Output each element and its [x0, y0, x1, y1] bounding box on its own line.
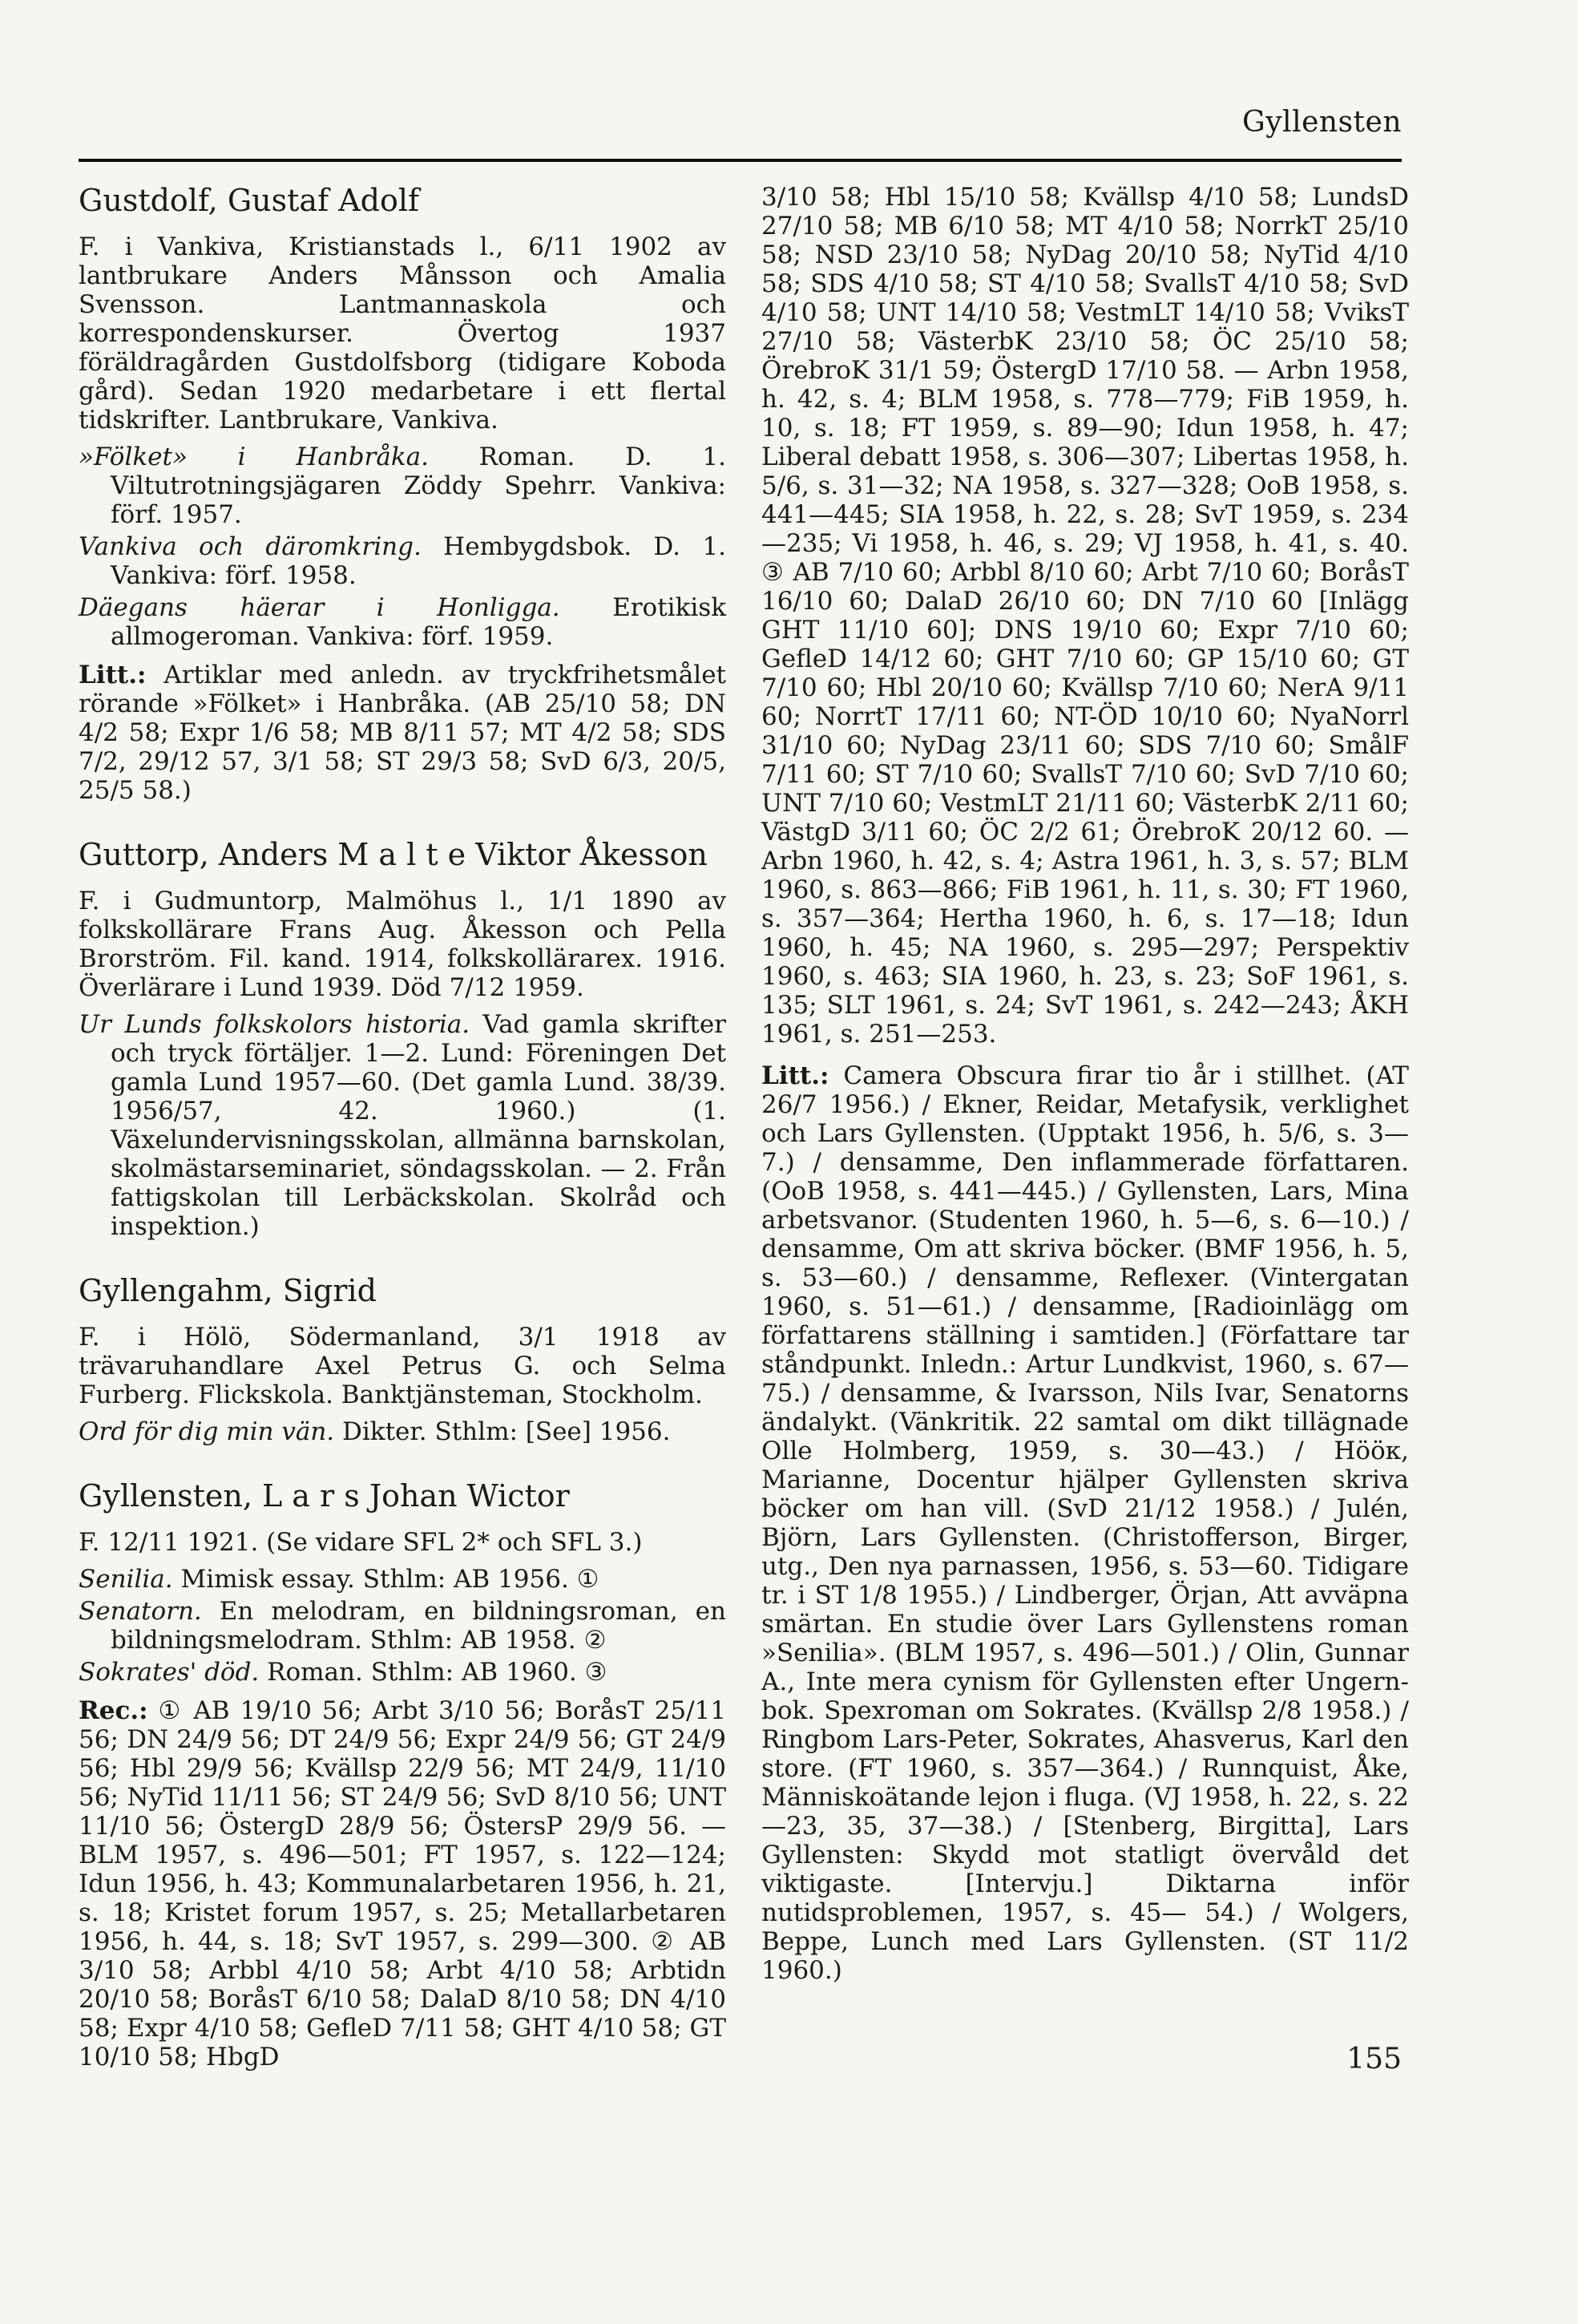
running-head: Gyllensten	[1241, 106, 1402, 139]
work-details: Erotikisk allmogeroman. Vankiva: förf. 1959.	[111, 593, 726, 651]
work-title: Däegans häerar i Honligga.	[79, 593, 560, 622]
work-details: En melodram, en bildningsroman, en bildningsmelodram. Sthlm: AB 1958. ②	[111, 1597, 726, 1655]
entry-name: Gyllengahm, Sigrid	[79, 1273, 377, 1308]
literature-label: Litt.:	[761, 1061, 829, 1090]
reviews-continuation: 3/10 58; Hbl 15/10 58; Kvällsp 4/10 58; LundsD 27/10 58; MB 6/10 58; MT 4/10 58; NorrkT 25/10 58; NSD 23/10 58; NyDag 20/10 58; NyTid 4/10 58; SDS 4/10 58; ST 4/10 58; SvallsT 4/10 58; SvD 4/10 58; UNT 14/10 58; VestmLT 14/10 58; VviksT 27/10 58; VästerbK 23/10 58; ÖC 25/10 58; ÖrebroK 31/1 59; ÖstergD 17/10 58. — Arbn 1958, h. 42, s. 4; BLM 1958, s. 778—779; FiB 1959, h. 10, s. 18; FT 1959, s. 89—90; Idun 1958, h. 47; Liberal debatt 1958, s. 306—307; Libertas 1958, h. 5/6, s. 31—32; NA 1958, s. 327—328; OoB 1958, s. 441—445; SIA 1958, h. 22, s. 28; SvT 1959, s. 234—235; Vi 1958, h. 46, s. 29; VJ 1958, h. 41, s. 40. ③ AB 7/10 60; Arbbl 8/10 60; Arbt 7/10 60; BoråsT 16/10 60; DalaD 26/10 60; DN 7/10 60 [Inlägg GHT 11/10 60]; DNS 19/10 60; Expr 7/10 60; GefleD 14/12 60; GHT 7/10 60; GP 15/10 60; GT 7/10 60; Hbl 20/10 60; Kvällsp 7/10 60; NerA 9/11 60; NorrtT 17/11 60; NT-ÖD 10/10 60; NyaNorrl 31/10 60; NyDag 23/11 60; SDS 7/10 60; SmålF 7/11 60; ST 7/10 60; SvallsT 7/10 60; SvD 7/10 60; UNT 7/10 60; VestmLT 21/11 60; VästerbK 2/11 60; VästgD 3/11 60; ÖC 2/2 61; ÖrebroK 20/12 60. — Arbn 1960, h. 42, s. 4; Astra 1961, h. 3, s. 57; BLM 1960, s. 863—866; FiB 1961, h. 11, s. 30; FT 1960, s. 357—364; Hertha 1960, h. 6, s. 17—18; Idun 1960, h. 45; NA 1960, s. 295—297; Perspektiv 1960, s. 463; SIA 1960, h. 23, s. 23; SoF 1961, s. 135; SLT 1961, s. 24; SvT 1961, s. 242—243; ÅKH 1961, s. 251—253.	[761, 183, 1409, 1049]
work-title: Vankiva och däromkring.	[79, 532, 422, 561]
work-item	[79, 1010, 726, 1241]
entry-gyllensten	[79, 1478, 726, 2071]
entry-bio: F. i Vankiva, Kristianstads l., 6/11 1902 av lantbrukare Anders Månsson och Amalia Svensson. Lantmannaskola och korrespondenskurser. Övertog 1937 föräldragården Gustdolfsborg (tidigare Koboda gård). Sedan 1920 medarbetare i ett flertal tidskrifter. Lantbrukare, Vankiva.	[79, 232, 726, 434]
literature-text: Artiklar med anledn. av tryckfrihetsmålet rörande »Fölket» i Hanbråka. (AB 25/10 58; DN 4/2 58; Expr 1/6 58; MB 8/11 57; MT 4/2 58; SDS 7/2, 29/12 57, 3/1 58; ST 29/3 58; SvD 6/3, 20/5, 25/5 58.)	[79, 661, 726, 805]
entry-gustdolf	[79, 183, 726, 805]
literature-label: Litt.:	[79, 661, 147, 689]
work-details: Mimisk essay. Sthlm: AB 1956. ①	[172, 1565, 599, 1594]
right-column	[761, 183, 1409, 1993]
work-item	[79, 593, 726, 651]
reviews-label: Rec.:	[79, 1696, 148, 1725]
entry-bio: F. 12/11 1921. (Se vidare SFL 2* och SFL 3.)	[79, 1528, 643, 1557]
entry-bio: F. i Hölö, Södermanland, 3/1 1918 av trävaruhandlare Axel Petrus G. och Selma Furberg. Flickskola. Banktjänsteman, Stockholm.	[79, 1323, 726, 1409]
entry-name: Guttorp, Anders M a l t e Viktor Åkesson	[79, 837, 708, 872]
work-title: »Fölket» i Hanbråka.	[79, 443, 429, 471]
page-number: 155	[1346, 2043, 1402, 2075]
entry-name: Gustdolf, Gustaf Adolf	[79, 183, 420, 218]
left-column	[79, 183, 726, 2104]
literature-section	[79, 661, 726, 805]
entry-name: Gyllensten, L a r s Johan Wictor	[79, 1478, 570, 1514]
work-title: Senilia.	[79, 1565, 173, 1594]
work-details: Roman. D. 1. Viltutrotningsjägaren Zöddy Spehrr. Vankiva: förf. 1957.	[111, 443, 726, 529]
entry-gyllengahm	[79, 1273, 726, 1446]
header-rule	[79, 159, 1402, 162]
literature-section	[761, 1061, 1409, 1985]
entry-bio: F. i Gudmuntorp, Malmöhus l., 1/1 1890 av folkskollärare Frans Aug. Åkesson och Pella Brorström. Fil. kand. 1914, folkskollärarex. 1916. Överlärare i Lund 1939. Död 7/12 1959.	[79, 887, 726, 1002]
work-title: Ord för dig min vän.	[79, 1417, 335, 1446]
work-title: Ur Lunds folkskolors historia.	[79, 1010, 470, 1039]
work-details: Dikter. Sthlm: [See] 1956.	[334, 1417, 671, 1446]
reviews-section	[79, 1696, 726, 2071]
reviews-text: ① AB 19/10 56; Arbt 3/10 56; BoråsT 25/11 56; DN 24/9 56; DT 24/9 56; Expr 24/9 56; GT 24/9 56; Hbl 29/9 56; Kvällsp 22/9 56; MT 24/9, 11/10 56; NyTid 11/11 56; ST 24/9 56; SvD 8/10 56; UNT 11/10 56; ÖstergD 28/9 56; ÖstersP 29/9 56. — BLM 1957, s. 496—501; FT 1957, s. 122—124; Idun 1956, h. 43; Kommunalarbetaren 1956, h. 21, s. 18; Kristet forum 1957, s. 25; Metallarbetaren 1956, h. 44, s. 18; SvT 1957, s. 299—300. ② AB 3/10 58; Arbbl 4/10 58; Arbt 4/10 58; Arbtidn 20/10 58; BoråsT 6/10 58; DalaD 8/10 58; DN 4/10 58; Expr 4/10 58; GefleD 7/11 58; GHT 4/10 58; GT 10/10 58; HbgD	[79, 1696, 726, 2071]
work-title: Sokrates' död.	[79, 1658, 260, 1687]
entry-guttorp	[79, 837, 726, 1241]
work-item	[79, 532, 726, 590]
work-item	[79, 1658, 726, 1687]
work-details: Vad gamla skrifter och tryck förtäljer. 1—2. Lund: Föreningen Det gamla Lund 1957—60. (Det gamla Lund. 38/39. 1956/57, 42. 1960.) (1. Växelundervisningsskolan, allmänna barnskolan, skolmästarseminariet, söndagsskolan. — 2. Från fattigskolan till Lerbäckskolan. Skolråd och inspektion.)	[111, 1010, 726, 1241]
work-item	[79, 443, 726, 529]
work-item	[79, 1417, 726, 1446]
work-title: Senatorn.	[79, 1597, 202, 1626]
work-item	[79, 1565, 726, 1594]
work-details: Roman. Sthlm: AB 1960. ③	[259, 1658, 607, 1687]
work-details: Hembygdsbok. D. 1. Vankiva: förf. 1958.	[111, 532, 726, 590]
work-item	[79, 1597, 726, 1655]
literature-text: Camera Obscura firar tio år i stillhet. (AT 26/7 1956.) / Ekner, Reidar, Metafysik, verklighet och Lars Gyllensten. (Upptakt 1956, h. 5/6, s. 3—7.) / densamme, Den inflammerade författaren. (OoB 1958, s. 441—445.) / Gyllensten, Lars, Mina arbetsvanor. (Studenten 1960, h. 5—6, s. 6—10.) / densamme, Om att skriva böcker. (BMF 1956, h. 5, s. 53—60.) / densamme, Reflexer. (Vintergatan 1960, s. 51—61.) / densamme, [Radioinlägg om författarens ställning i samtiden.] (Författare tar ståndpunkt. Inledn.: Artur Lundkvist, 1960, s. 67—75.) / densamme, & Ivarsson, Nils Ivar, Senatorns ändalykt. (Vänkritik. 22 samtal om dikt tillägnade Olle Holmberg, 1959, s. 30—43.) / Hööк, Marianne, Docentur hjälper Gyllensten skriva böcker om han vill. (SvD 21/12 1958.) / Julén, Björn, Lars Gyllensten. (Christofferson, Birger, utg., Den nya parnassen, 1956, s. 53—60. Tidigare tr. i ST 1/8 1955.) / Lindberger, Örjan, Att avväpna smärtan. En studie över Lars Gyllenstens roman »Senilia». (BLM 1957, s. 496—501.) / Olin, Gunnar A., Inte mera cynism för Gyllensten efter Ungern-bok. Spexroman om Sokrates. (Kvällsp 2/8 1958.) / Ringbom Lars-Peter, Sokrates, Ahasverus, Karl den store. (FT 1960, s. 357—364.) / Runnquist, Åke, Människoätande lejon i fluga. (VJ 1958, h. 22, s. 22—23, 35, 37—38.) / [Stenberg, Birgitta], Lars Gyllensten: Skydd mot statligt övervåld det viktigaste. [Intervju.] Diktarna inför nutidsproblemen, 1957, s. 45— 54.) / Wolgers, Beppe, Lunch med Lars Gyllensten. (ST 11/2 1960.)	[761, 1061, 1409, 1985]
